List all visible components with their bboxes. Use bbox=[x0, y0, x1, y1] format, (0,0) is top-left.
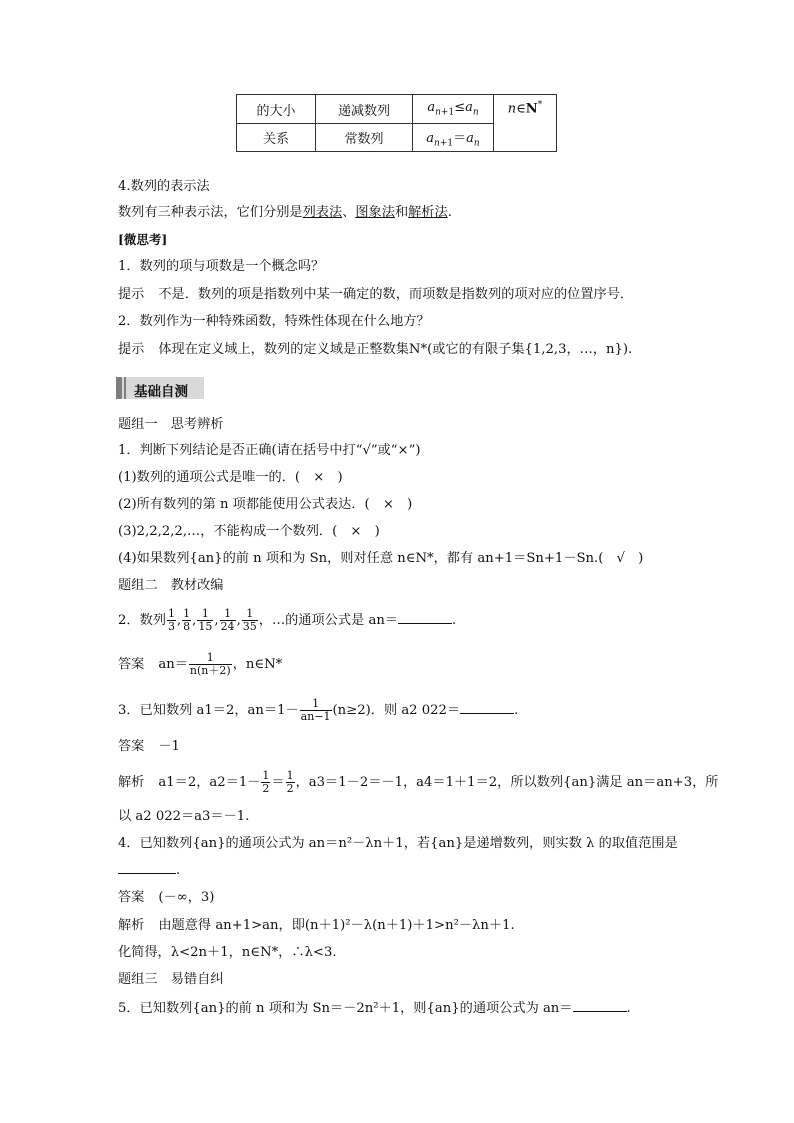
question-2: 2．数列 $\frac{1}{3}$ , $\frac{1}{8}$ , $\frac{1}{15}$ , $\frac{1}{24}$ , $\frac{1}{35}$ ，…的通项公式是 an＝ . bbox=[118, 607, 457, 633]
micro-think-a2: 提示 体现在定义域上，数列的定义域是正整数集N*(或它的有限子集{1,2,3，…，n}). bbox=[118, 342, 633, 357]
table-cell-decreasing-cond: $a_{n+1}\le a_n$ bbox=[413, 95, 494, 124]
analysis-3-line-2: 以 a2 022＝a3＝－1. bbox=[118, 809, 250, 824]
table-cell-comparison: 的大小 bbox=[237, 95, 316, 124]
group-1-title: 题组一 思考辨析 bbox=[118, 417, 224, 432]
group-2-title: 题组二 教材改编 bbox=[118, 578, 224, 593]
answer-3: 答案 －1 bbox=[118, 739, 180, 754]
analysis-4: 解析 由题意得 an+1>an，即(n＋1)²－λ(n＋1)＋1>n²－λn＋1. bbox=[118, 918, 515, 933]
table-cell-decreasing: 递减数列 bbox=[316, 95, 413, 124]
section-banner-title: 基础自测 bbox=[134, 384, 188, 400]
group-3-title: 题组三 易错自纠 bbox=[118, 972, 224, 987]
micro-think-q2: 2．数列作为一种特殊函数，特殊性体现在什么地方？ bbox=[118, 314, 430, 329]
sequence-properties-table bbox=[236, 94, 557, 152]
micro-think-a1: 提示 不是．数列的项是指数列中某一确定的数，而项数是指数列的项对应的位置序号． bbox=[118, 287, 634, 302]
table-cell-domain: n∈N* bbox=[494, 95, 557, 152]
underlined-graph-method: 图象法 bbox=[355, 205, 395, 220]
statement-2: (2)所有数列的第 n 项都能使用公式表达．( × ) bbox=[118, 497, 413, 512]
underlined-formula-method: 解析法 bbox=[408, 205, 448, 220]
question-5: 5．已知数列{an}的前 n 项和为 Sn＝－2n²＋1，则{an}的通项公式为 an＝ . bbox=[118, 1001, 631, 1016]
section-4-title: 4.数列的表示法 bbox=[118, 179, 210, 194]
answer-4: 答案 (－∞，3) bbox=[118, 890, 215, 905]
statement-1: (1)数列的通项公式是唯一的．( × ) bbox=[118, 470, 343, 485]
analysis-3: 解析 a1＝2，a2＝1－ $\frac{1}{2}$ ＝ $\frac{1}{2}$ ，a3＝1－2＝－1，a4＝1＋1＝2，所以数列{an}满足 an＝an+3，所 bbox=[118, 769, 719, 795]
underlined-list-method: 列表法 bbox=[302, 205, 343, 220]
section-banner-bar-thin bbox=[124, 377, 126, 399]
statement-3: (3)2,2,2,2,…，不能构成一个数列．( × ) bbox=[118, 524, 380, 539]
analysis-4-line-2: 化简得，λ<2n＋1，n∈N*，∴λ<3. bbox=[118, 945, 337, 960]
table-cell-relation: 关系 bbox=[237, 124, 316, 152]
answer-blank[interactable] bbox=[460, 701, 514, 714]
micro-think-heading: [微思考] bbox=[118, 232, 168, 247]
table-cell-constant-cond: $a_{n+1}=a_n$ bbox=[413, 124, 494, 152]
question-1: 1．判断下列结论是否正确(请在括号中打“√”或“×”) bbox=[118, 443, 421, 458]
question-4-blank-line: . bbox=[118, 861, 180, 880]
answer-blank[interactable] bbox=[573, 999, 627, 1012]
question-3: 3．已知数列 a1＝2，an＝1－ $\frac{1}{an-1}$ (n≥2)．则 a2 022＝ . bbox=[118, 697, 519, 723]
answer-blank[interactable] bbox=[118, 861, 176, 874]
micro-think-q1: 1．数列的项与项数是一个概念吗？ bbox=[118, 259, 325, 274]
answer-blank[interactable] bbox=[398, 611, 452, 624]
statement-4: (4)如果数列{an}的前 n 项和为 Sn，则对任意 n∈N*，都有 an+1＝Sn+1－Sn.( √ ) bbox=[118, 551, 644, 566]
section-banner-bar bbox=[116, 377, 122, 399]
table-cell-constant: 常数列 bbox=[316, 124, 413, 152]
answer-2: 答案 an＝ $\frac{1}{n(n+2)}$ ，n∈N* bbox=[118, 651, 283, 677]
question-4: 4．已知数列{an}的通项公式为 an＝n²－λn＋1，若{an}是递增数列，则实数 λ 的取值范围是 bbox=[118, 836, 678, 851]
section-4-text: 数列有三种表示法，它们分别是列表法、图象法和解析法. bbox=[118, 205, 452, 220]
